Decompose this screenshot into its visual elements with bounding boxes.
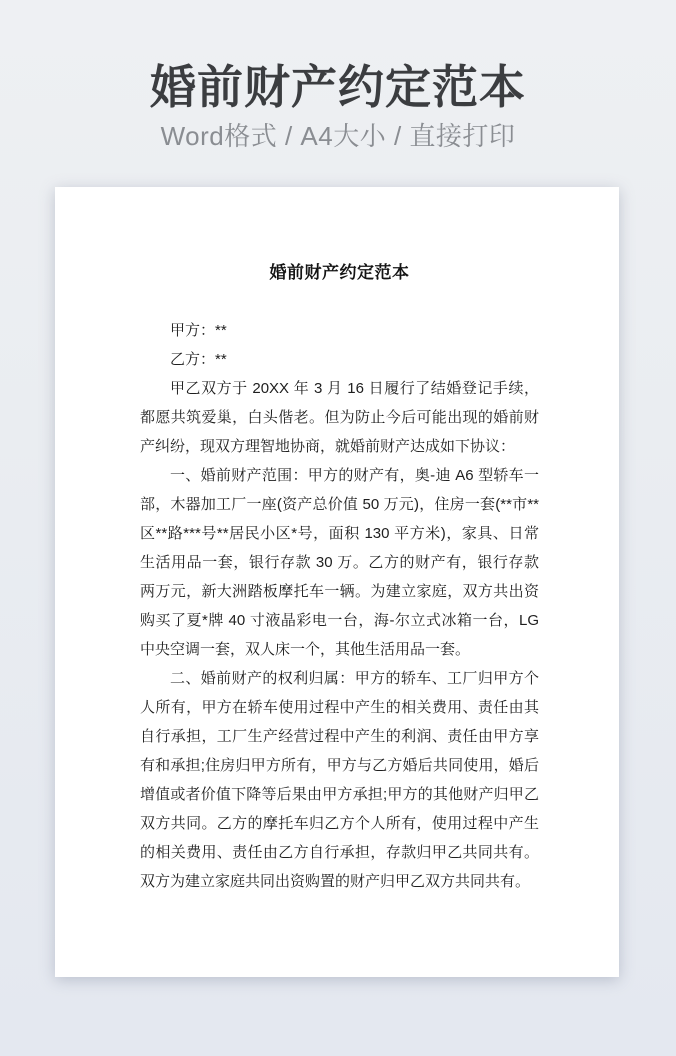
paragraph-clause-2: 二、婚前财产的权利归属：甲方的轿车、工厂归甲方个人所有，甲方在轿车使用过程中产生的相关费用、责任由其自行承担，工厂生产经营过程中产生的利润、责任由甲方享有和承担;住房归甲方所有，甲方与乙方婚后共同使用，婚后增值或者价值下降等后果由甲方承担;甲方的其他财产归甲乙双方共同。乙方的摩托车归乙方个人所有，使用过程中产生的相关费用、责任由乙方自行承担，存款归甲乙共同共有。双方为建立家庭共同出资购置的财产归甲乙双方共同共有。: [140, 670, 539, 890]
hero-header: [0, 0, 676, 151]
paragraph-clause-1: 一、婚前财产范围：甲方的财产有，奥-迪 A6 型轿车一部，木器加工厂一座(资产总价值 50 万元)，住房一套(**市**区**路***号**居民小区*号，面积 130 平方米)，家具、日常生活用品一套，银行存款 30 万。乙方的财产有，银行存款两万元，新大洲踏板摩托车一辆。为建立家庭，双方共出资购买了夏*牌 40 寸液晶彩电一台，海-尔立式冰箱一台，LG 中央空调一套，双人床一个，其他生活用品一套。: [140, 467, 539, 658]
page-subtitle: Word格式 / A4大小 / 直接打印: [160, 121, 516, 151]
party-a-line: 甲方：**: [170, 322, 227, 339]
document-page: [55, 187, 619, 977]
page-title: 婚前财产约定范本: [150, 61, 526, 113]
document-title: 婚前财产约定范本: [269, 263, 410, 282]
paragraph-intro: 甲乙双方于 20XX 年 3 月 16 日履行了结婚登记手续，都愿共筑爱巢，白头偕老。但为防止今后可能出现的婚前财产纠纷，现双方理智地协商，就婚前财产达成如下协议：: [140, 380, 539, 455]
party-b-line: 乙方：**: [170, 351, 227, 368]
